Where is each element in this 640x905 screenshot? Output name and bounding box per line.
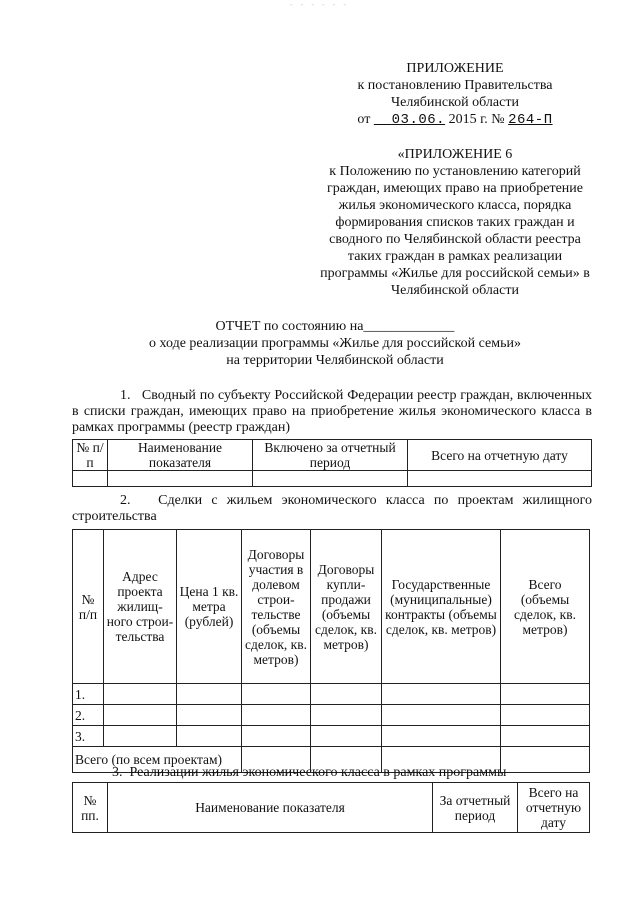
table-cell[interactable]	[73, 471, 108, 487]
table-cell[interactable]	[501, 705, 590, 726]
date-prefix: от	[357, 112, 371, 127]
appendix6-block	[300, 146, 610, 299]
col-price: Цена 1 кв. метра (рублей)	[177, 530, 242, 684]
report-title-line1: ОТЧЕТ по состоянию на_____________	[215, 319, 455, 334]
section1-text: 1. Сводный по субъекту Российской Федерации реестр граждан, включенных в списки граждан, имеющих право на приобретение жилья экономического класса в рамках программы (реестр граждан)	[72, 388, 592, 435]
col-period: Включено за отчетный период	[253, 440, 408, 471]
table-cell[interactable]	[382, 684, 501, 705]
table-header-row	[73, 783, 590, 833]
table-cell[interactable]	[311, 726, 382, 747]
table-cell[interactable]	[311, 705, 382, 726]
table-cell[interactable]	[408, 471, 592, 487]
col-contracts: Государственные (муниципальные) контракты (объемы сделок, кв. метров)	[382, 530, 501, 684]
col-indicator: Наименование показателя	[108, 783, 433, 833]
table-cell[interactable]	[108, 471, 253, 487]
table-cell[interactable]	[382, 726, 501, 747]
appendix-line2: Челябинской области	[391, 95, 519, 110]
decree-year: 2015 г. №	[448, 112, 505, 127]
col-total: Всего (объемы сделок, кв. метров)	[501, 530, 590, 684]
appendix6-line: программы «Жилье для российской семьи» в	[320, 266, 590, 281]
appendix6-line: к Положению по установлению категорий	[329, 164, 581, 179]
section2-text: 2. Сделки с жильем экономического класса по проектам жилищного строительства	[72, 493, 592, 524]
section3-text: 3. Реализации жилья экономического класса в рамках программы	[112, 765, 507, 780]
col-number: № пп.	[73, 783, 108, 833]
total-label: Всего (по всем проектам)	[73, 747, 242, 773]
scan-artifact: - - - - - -	[290, 0, 349, 9]
table-deals	[72, 529, 590, 773]
table-cell[interactable]	[177, 684, 242, 705]
table-cell[interactable]	[177, 705, 242, 726]
appendix-date-line	[300, 111, 610, 129]
table-cell[interactable]	[242, 726, 311, 747]
table-cell[interactable]	[104, 705, 177, 726]
table-cell[interactable]	[242, 684, 311, 705]
appendix-title: ПРИЛОЖЕНИЕ	[406, 61, 504, 76]
row-number: 2.	[73, 705, 104, 726]
report-title-line3: на территории Челябинской области	[226, 353, 444, 368]
appendix-header	[300, 60, 610, 129]
table-row	[73, 471, 592, 487]
row-number: 3.	[73, 726, 104, 747]
col-number: № п/п	[73, 530, 104, 684]
table-row	[73, 684, 590, 705]
table-cell[interactable]	[104, 726, 177, 747]
row-number: 1.	[73, 684, 104, 705]
table-implementation	[72, 782, 590, 833]
appendix6-line: формирования списков таких граждан и	[335, 215, 575, 230]
col-total: Всего на отчетную дату	[408, 440, 592, 471]
table-row	[73, 726, 590, 747]
decree-number: 264-П	[508, 112, 553, 128]
table-cell[interactable]	[501, 726, 590, 747]
col-number: № п/п	[73, 440, 108, 471]
appendix6-line: жилья экономического класса, порядка	[338, 198, 572, 213]
table-registry	[72, 439, 592, 487]
table-cell[interactable]	[253, 471, 408, 487]
appendix6-title: «ПРИЛОЖЕНИЕ 6	[397, 147, 513, 162]
appendix6-line: граждан, имеющих право на приобретение	[326, 181, 584, 196]
appendix6-line: Челябинской области	[391, 283, 519, 298]
col-equity: Договоры участия в долевом строи-тельстве (объемы сделок, кв. метров)	[242, 530, 311, 684]
decree-date: 03.06.	[391, 112, 446, 128]
report-title-line2: о ходе реализации программы «Жилье для российской семьи»	[149, 336, 521, 351]
table-cell[interactable]	[104, 684, 177, 705]
table-cell[interactable]	[311, 684, 382, 705]
table-cell[interactable]	[382, 705, 501, 726]
table-row	[73, 705, 590, 726]
col-address: Адрес проекта жилищ-ного строи-тельства	[104, 530, 177, 684]
table-cell[interactable]	[177, 726, 242, 747]
appendix6-line: сводного по Челябинской области реестра	[329, 232, 581, 247]
table-header-row	[73, 440, 592, 471]
table-cell[interactable]	[242, 705, 311, 726]
col-purchase: Договоры купли-продажи (объемы сделок, кв. метров)	[311, 530, 382, 684]
table-cell[interactable]	[501, 684, 590, 705]
appendix-line1: к постановлению Правительства	[357, 78, 553, 93]
col-total: Всего на отчетную дату	[518, 783, 590, 833]
report-title	[70, 318, 600, 369]
col-period: За отчетный период	[433, 783, 518, 833]
appendix6-line: таких граждан в рамках реализации	[347, 249, 563, 264]
table-header-row	[73, 530, 590, 684]
col-indicator: Наименование показателя	[108, 440, 253, 471]
